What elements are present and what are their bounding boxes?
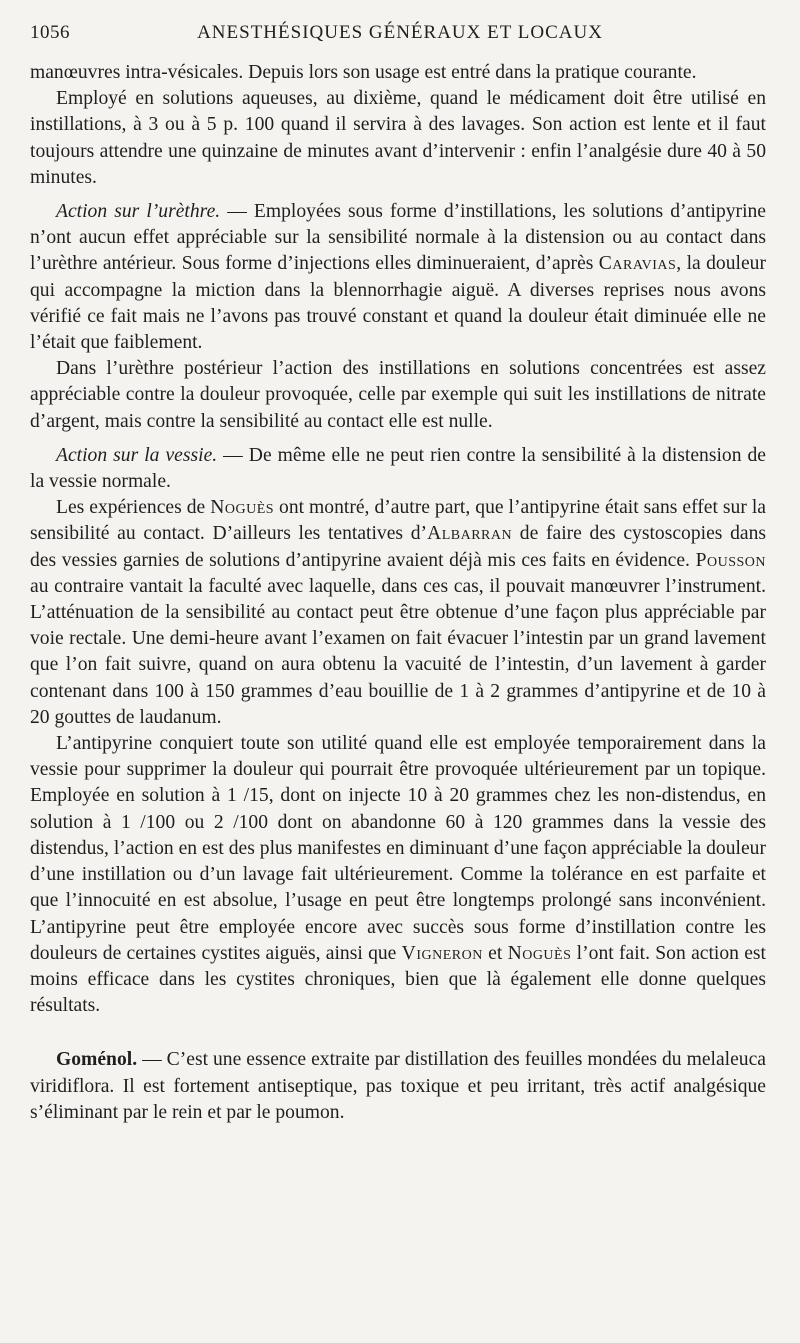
paragraph-text: manœuvres intra-vésicales. Depuis lors son usage est entré dans la pratique courante.: [30, 62, 697, 83]
author-name: Caravias: [598, 253, 677, 275]
section-heading: Goménol.: [56, 1049, 138, 1071]
page-number: 1056: [30, 22, 70, 43]
paragraph-gomenol: [30, 1047, 766, 1126]
author-name: Pousson: [695, 549, 766, 571]
body-text: [30, 60, 766, 1126]
section-heading: Action sur l’urèthre.: [56, 201, 221, 223]
paragraph-text: et: [482, 942, 508, 964]
paragraph-text: L’antipyrine conquiert toute son utilité quand elle est employée temporairement dans la vessie pour supprimer la douleur qui pourrait être provoquée ultérieurement par un topique. Employée en solution à 1 /15, dont on injecte 10 à 20 grammes chez les non-distendus, en solution à 1 /100 ou 2 /100 dont on abandonne 60 à 120 grammes dans la vessie des distendus, l’action en est des plus manifestes en diminuant d’une façon appréciable la douleur d’une instillation ou d’un lavage fait ultérieurement. Comme la tolérance en est parfaite et que l’innocuité en est absolue, l’usage en peut être longtemps prolongé sans inconvénient. L’antipyrine peut être employée encore avec succès sous forme d’instillation contre les douleurs de certaines cystites aiguës, ainsi que: [30, 733, 766, 964]
paragraph-continuation: [30, 60, 766, 86]
page-header: [30, 22, 770, 52]
paragraph-text: Dans l’urèthre postérieur l’action des instillations en solutions concentrées est assez appréciable contre la douleur provoquée, celle par exemple qui suit les instillations de nitrate d’argent, mais contre la sensibilité au contact elle est nulle.: [30, 358, 766, 432]
paragraph-experiences: [30, 495, 766, 731]
paragraph-text: — C’est une essence extraite par distillation des feuilles mondées du melaleuca viridiflora. Il est fortement antiseptique, pas toxique et peu irritant, très actif analgésique s’éliminant par le rein et par le poumon.: [30, 1049, 766, 1123]
paragraph-usage: [30, 86, 766, 191]
author-name: Noguès: [507, 942, 572, 964]
paragraph-text: — De même elle ne peut rien contre la sensibilité à la distension de la vessie normale.: [30, 444, 767, 493]
paragraph-text: Employé en solutions aqueuses, au dixième, quand le médicament doit être utilisé en instillations, à 3 ou à 5 p. 100 quand il servira à des lavages. Son action est lente et il faut toujours attendre une quinzaine de minutes avant d’intervenir : enfin l’analgésie dure 40 à 50 minutes.: [30, 88, 766, 188]
author-name: Albarran: [427, 523, 513, 545]
section-heading: Action sur la vessie.: [56, 444, 218, 466]
author-name: Vigneron: [401, 942, 483, 964]
paragraph-text: de faire des cystoscopies dans des vessies garnies de solutions d’antipyrine avaient déjà mis ces faits en évidence.: [30, 523, 766, 571]
running-head: ANESTHÉSIQUES GÉNÉRAUX ET LOCAUX: [197, 22, 603, 43]
paragraph-text: — Employées sous forme d’instillations, les solutions d’antipyrine n’ont aucun effet appréciable sur la sensibilité normale à la distension ou au contact dans l’urèthre antérieur. Sous forme d’injections elles diminueraient, d’après: [30, 201, 767, 275]
paragraph-text: , la douleur qui accompagne la miction dans la blennorrhagie aiguë. A diverses reprises nous avons vérifié ce fait mais ne l’avons pas trouvé constant et quand la douleur était diminuée elle ne l’était que faiblement.: [30, 253, 766, 354]
paragraph-vessie: [30, 443, 766, 495]
paragraph-antipyrine: [30, 731, 766, 1019]
paragraph-urethre-posterieur: [30, 356, 766, 435]
paragraph-text: au contraire vantait la faculté avec laquelle, dans ces cas, il pouvait manœuvrer l’instrument. L’atténuation de la sensibilité au contact peut être obtenue d’une façon plus appréciable par voie rectale. Une demi-heure avant l’examen on fait évacuer l’intestin par un grand lavement que l’on fait suivre, quand on aura obtenu la vacuité de l’intestin, d’un lavement à garder contenant dans 100 à 150 grammes d’eau bouillie de 1 à 2 grammes d’antipyrine et de 10 à 20 gouttes de laudanum.: [30, 575, 766, 728]
paragraph-urethre: [30, 199, 766, 356]
paragraph-text: ont montré, d’autre part, que l’antipyrine était sans effet sur la sensibilité au contact. D’ailleurs les tentatives d’: [30, 497, 766, 545]
author-name: Noguès: [210, 497, 275, 519]
paragraph-text: Les expériences de: [56, 497, 211, 519]
paragraph-text: l’ont fait. Son action est moins efficace dans les cystites chroniques, bien que là également elle donne quelques résultats.: [30, 942, 767, 1017]
